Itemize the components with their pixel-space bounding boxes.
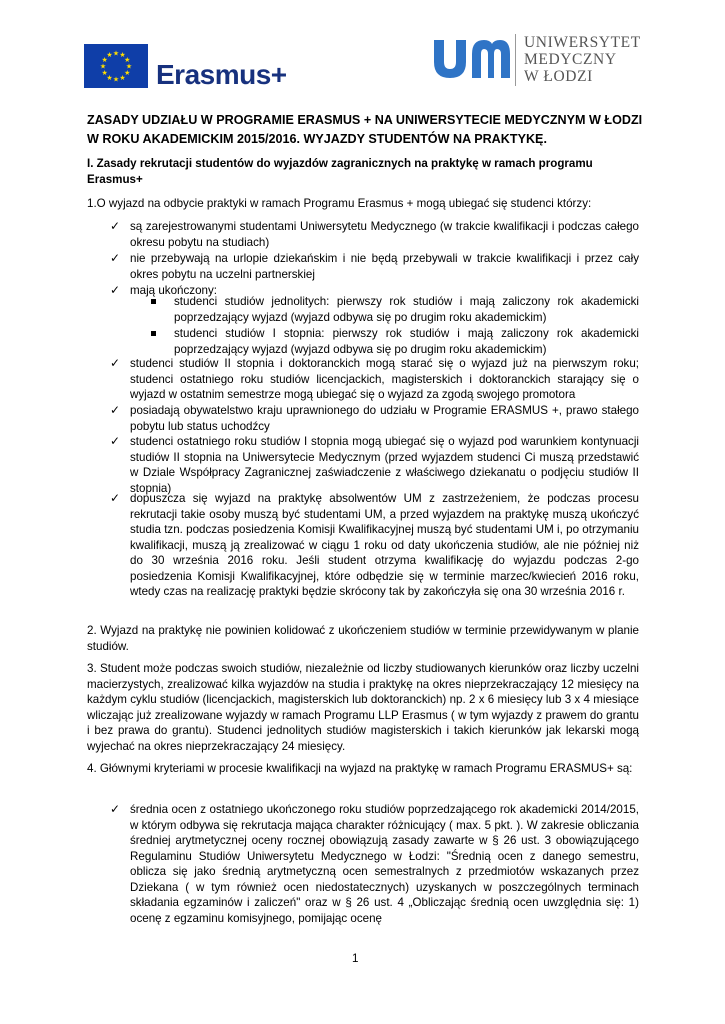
paragraph-2: 2. Wyjazd na praktykę nie powinien kolidować z ukończeniem studiów w terminie przewidywanym w planie studiów. [87, 624, 639, 653]
eu-star-icon: ★ [101, 70, 108, 77]
um-logo-line: W ŁODZI [524, 68, 593, 85]
um-logo-line: UNIWERSYTET [524, 34, 641, 51]
eu-star-icon: ★ [124, 70, 131, 77]
eu-star-icon: ★ [106, 52, 113, 60]
section-heading: I. Zasady rekrutacji studentów do wyjazdów zagranicznych na praktykę w ramach programu Erasmus+ [87, 157, 593, 186]
eu-star-icon: ★ [99, 63, 107, 71]
sub-item: studenci studiów jednolitych: pierwszy rok studiów i mają zaliczony rok akademicki poprzedzający wyjazd (wyjazd odbywa się po drugim roku akademickim) [174, 295, 639, 324]
check-item: nie przebywają na urlopie dziekańskim i nie będą przebywali w trakcie kwalifikacji i przez cały okres pobytu na uczelni partnerskiej [130, 252, 639, 281]
eu-star-icon: ★ [101, 57, 108, 64]
eu-star-icon: ★ [119, 52, 126, 60]
check-item: dopuszcza się wyjazd na praktykę absolwentów UM z zastrzeżeniem, że podczas procesu rekrutacji takie osoby muszą być studentami UM, a przed wyjazdem na praktykę muszą ukończyć studia tzn. podczas posiedzenia Komisji Kwalifikacyjnej muszą być studentami UM i, po otrzymaniu kwalifikacji, muszą ją zrealizować w ciągu 1 roku od daty ukończenia studiów, ale nie później niż do 30 września 2016 roku. Jeśli student otrzyma kwalifikację do wyjazdu podczas 2-go posiedzenia Komisji Kwalifikacyjnej, które odbędzie się w terminie marzec/kwiecień 2016 roku, wtedy czas na realizację praktyki będzie skrócony tak by zakończyła się ona 30 września 2016 r. [130, 492, 639, 598]
checkmark-icon: ✓ [110, 491, 121, 505]
check-item: posiadają obywatelstwo kraju uprawnionego do udziału w Programie ERASMUS +, prawo stałego pobytu lub status uchodźcy [130, 404, 639, 433]
um-logo-name [524, 34, 641, 85]
um-logo-separator [515, 34, 516, 86]
eu-star-icon: ★ [125, 63, 133, 71]
eu-star-icon: ★ [124, 57, 131, 64]
paragraph-1-intro: 1.O wyjazd na odbycie praktyki w ramach Programu Erasmus + mogą ubiegać się studenci którzy: [87, 197, 592, 210]
check-item: mają ukończony: [130, 284, 217, 297]
square-bullet-icon [151, 331, 156, 336]
um-logo-line: MEDYCZNY [524, 51, 617, 68]
eu-star-icon: ★ [119, 74, 126, 82]
erasmus-logo-text: Erasmus+ [156, 59, 287, 90]
eu-flag-icon [84, 44, 148, 88]
checkmark-icon: ✓ [110, 283, 121, 297]
checkmark-icon: ✓ [110, 802, 121, 816]
um-logo [432, 32, 652, 90]
checkmark-icon: ✓ [110, 356, 121, 370]
page-number: 1 [352, 952, 359, 965]
document-title: ZASADY UDZIAŁU W PROGRAMIE ERASMUS + NA UNIWERSYTECIE MEDYCZNYM W ŁODZI W ROKU AKADEMICKIM 2015/2016. WYJAZDY STUDENTÓW NA PRAKTYKĘ. [87, 113, 643, 146]
paragraph-4-intro: 4. Głównymi kryteriami w procesie kwalifikacji na wyjazd na praktykę w ramach Programu ERASMUS+ są: [87, 762, 633, 775]
check-item: studenci studiów II stopnia i doktoranckich mogą starać się o wyjazd już na pierwszym roku; studenci ostatniego roku studiów licencjackich, magisterskich i doktoranckich starający się o wyjazd w ostatnim semestrze mogą ubiegać się o wyjazd za zgodą swojego promotora [130, 357, 639, 401]
paragraph-3: 3. Student może podczas swoich studiów, niezależnie od liczby studiowanych kierunków oraz liczby uczelni macierzystych, zrealizować kilka wyjazdów na studia i praktykę na okres nieprzekraczający 12 miesięcy na każdym cyklu studiów (licencjackich, magisterskich lub doktoranckich) np. 2 x 6 miesięcy lub 3 x 4 miesiące wliczając już zrealizowane wyjazdy w ramach Programu LLP Erasmus ( w tym wyjazdy z prawem do grantu i bez prawa do grantu). Studenci jednolitych studiów magisterskich i takich kierunków jak lekarski mogą wyjechać na okres nieprzekraczający 24 miesięcy. [87, 662, 639, 753]
check-item: średnia ocen z ostatniego ukończonego roku studiów poprzedzającego rok akademicki 2014/2015, w którym odbywa się rekrutacja mająca charakter różnicujący ( max. 5 pkt. ). W zakresie obliczania średniej arytmetycznej oceny rocznej obowiązują zasady zawarte w § 26 ust. 3 obowiązującego Regulaminu Studiów Uniwersytetu Medycznego w Łodzi: "Średnią ocen z danego semestru, oblicza się jako średnią arytmetyczną ocen semestralnych z przedmiotów wskazanych przez Dziekana ( w tym również ocen niedostatecznych) uzyskanych w poszczególnych terminach składania egzaminów i zaliczeń" oraz w § 26 ust. 4 „Obliczając średnią ocen uwzględnia się: 1) ocenę z egzaminu komisyjnego, pomijając ocenę [130, 803, 639, 925]
check-item: są zarejestrowanymi studentami Uniwersytetu Medycznego (w trakcie kwalifikacji i podczas całego okresu pobytu na studiach) [130, 220, 639, 249]
checkmark-icon: ✓ [110, 434, 121, 448]
check-item: studenci ostatniego roku studiów I stopnia mogą ubiegać się o wyjazd pod warunkiem kontynuacji studiów II stopnia na Uniwersytecie Medycznym (przed wyjazdem studenci Ci muszą przedstawić w Dziale Współpracy Zagranicznej zaświadczenie z właściwego dziekanatu o podjęciu studiów II stopnia) [130, 435, 639, 495]
checkmark-icon: ✓ [110, 251, 121, 265]
um-monogram-icon [432, 32, 512, 82]
square-bullet-icon [151, 299, 156, 304]
sub-item: studenci studiów I stopnia: pierwszy rok studiów i mają zaliczony rok akademicki poprzedzający wyjazd (wyjazd odbywa się po drugim roku akademickim) [174, 327, 639, 356]
checkmark-icon: ✓ [110, 219, 121, 233]
erasmus-logo [84, 44, 304, 90]
eu-star-icon: ★ [106, 74, 113, 82]
eu-star-icon: ★ [112, 76, 120, 84]
checkmark-icon: ✓ [110, 403, 121, 417]
eu-star-icon: ★ [112, 50, 120, 58]
